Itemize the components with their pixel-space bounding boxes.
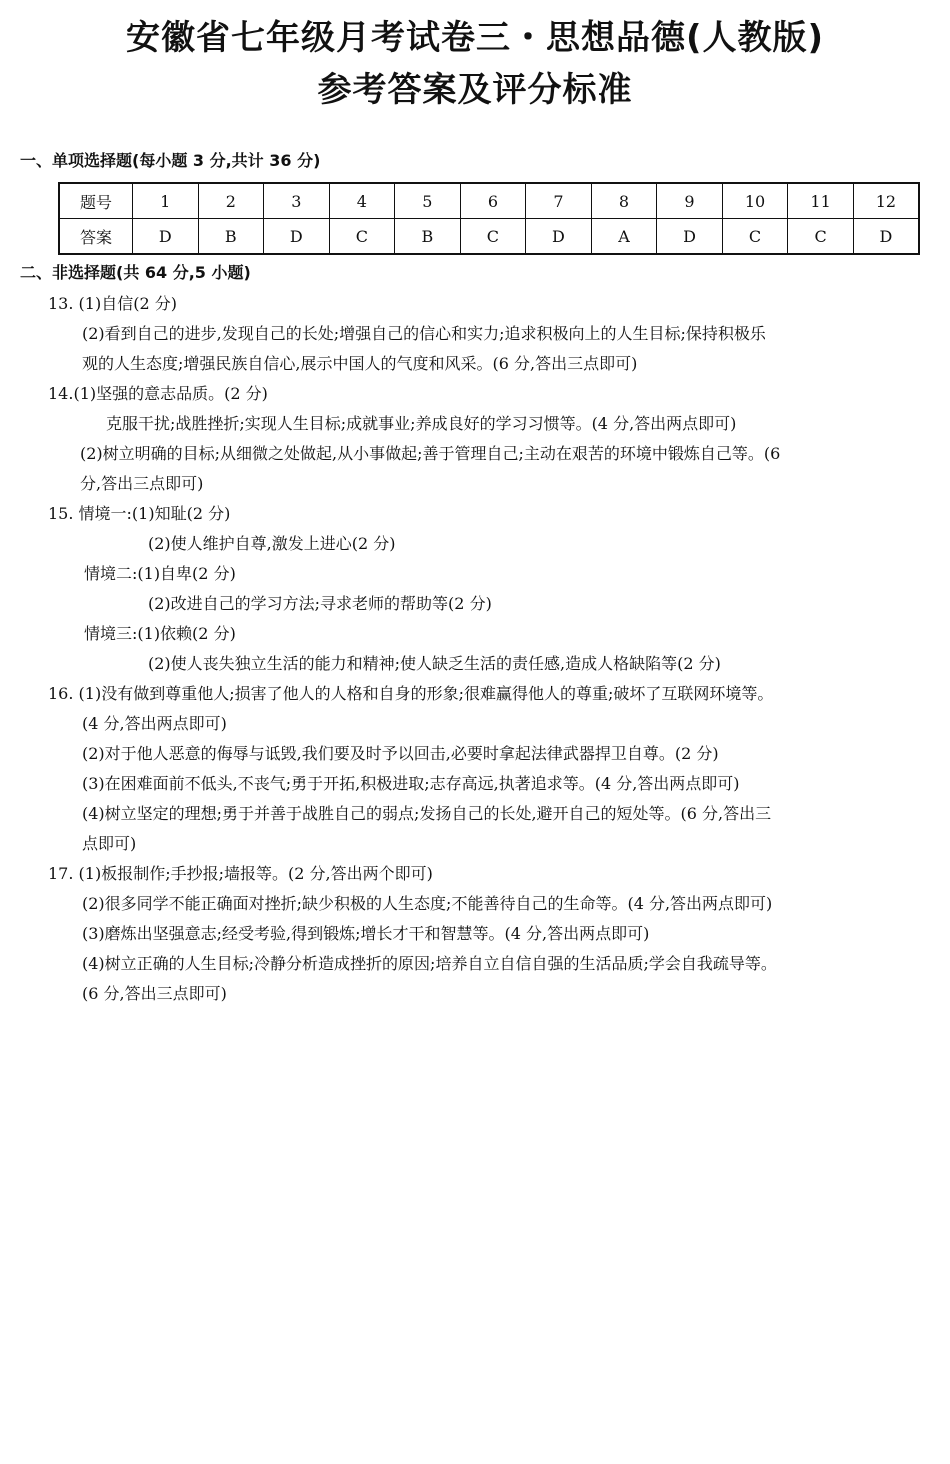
answer-line: (4 分,答出两点即可): [82, 714, 227, 733]
answer-line: 15. 情境一:(1)知耻(2 分): [48, 504, 231, 523]
table-cell: 6: [460, 183, 526, 219]
table-cell: 5: [395, 183, 461, 219]
table-cell: 2: [198, 183, 264, 219]
table-cell: 11: [788, 183, 854, 219]
table-cell: D: [853, 219, 919, 255]
table-cell: A: [591, 219, 657, 255]
answer-line: (6 分,答出三点即可): [82, 984, 227, 1003]
page-subtitle: 参考答案及评分标准: [317, 70, 633, 110]
table-cell: 8: [591, 183, 657, 219]
table-cell: D: [657, 219, 723, 255]
row-label-answer: 答案: [59, 219, 133, 255]
answer-line: (2)使人丧失独立生活的能力和精神;使人缺乏生活的责任感,造成人格缺陷等(2 分): [148, 654, 721, 673]
answer-line: (3)在困难面前不低头,不丧气;勇于开拓,积极进取;志存高远,执著追求等。(4 分,答出两点即可): [82, 774, 740, 793]
answer-line: 16. (1)没有做到尊重他人;损害了他人的人格和自身的形象;很难赢得他人的尊重;破坏了互联网环境等。: [48, 684, 774, 703]
answer-line: 分,答出三点即可): [80, 474, 204, 493]
table-cell: 3: [264, 183, 330, 219]
answer-line: (2)树立明确的目标;从细微之处做起,从小事做起;善于管理自己;主动在艰苦的环境中锻炼自己等。(6: [80, 444, 781, 463]
answer-line: 情境二:(1)自卑(2 分): [84, 564, 236, 583]
answer-table: [58, 182, 920, 255]
answer-line: 情境三:(1)依赖(2 分): [84, 624, 236, 643]
table-cell: 9: [657, 183, 723, 219]
table-cell: 12: [853, 183, 919, 219]
table-cell: D: [133, 219, 199, 255]
answer-line: (2)改进自己的学习方法;寻求老师的帮助等(2 分): [148, 594, 492, 613]
answer-line: 13. (1)自信(2 分): [48, 294, 177, 313]
table-cell: 4: [329, 183, 395, 219]
answer-line: (2)看到自己的进步,发现自己的长处;增强自己的信心和实力;追求积极向上的人生目标;保持积极乐: [82, 324, 766, 343]
table-row-numbers: [59, 183, 919, 219]
section-heading-nonchoice: 二、非选择题(共 64 分,5 小题): [20, 263, 251, 282]
table-cell: D: [264, 219, 330, 255]
table-cell: C: [788, 219, 854, 255]
answer-line: 点即可): [82, 834, 137, 853]
table-row-answers: [59, 219, 919, 255]
table-cell: 7: [526, 183, 592, 219]
answer-line: 克服干扰;战胜挫折;实现人生目标;成就事业;养成良好的学习习惯等。(4 分,答出两点即可): [106, 414, 737, 433]
row-label-number: 题号: [59, 183, 133, 219]
table-cell: 10: [722, 183, 788, 219]
table-cell: D: [526, 219, 592, 255]
table-cell: B: [198, 219, 264, 255]
table-cell: C: [722, 219, 788, 255]
answer-line: 观的人生态度;增强民族自信心,展示中国人的气度和风采。(6 分,答出三点即可): [82, 354, 638, 373]
answer-line: (4)树立坚定的理想;勇于并善于战胜自己的弱点;发扬自己的长处,避开自己的短处等。(6 分,答出三: [82, 804, 772, 823]
answer-line: 17. (1)板报制作;手抄报;墙报等。(2 分,答出两个即可): [48, 864, 433, 883]
table-cell: 1: [133, 183, 199, 219]
page-title: 安徽省七年级月考试卷三・思想品德(人教版): [125, 18, 825, 58]
answer-line: (3)磨炼出坚强意志;经受考验,得到锻炼;增长才干和智慧等。(4 分,答出两点即可): [82, 924, 650, 943]
answer-line: (2)使人维护自尊,激发上进心(2 分): [148, 534, 396, 553]
section-heading-choice: 一、单项选择题(每小题 3 分,共计 36 分): [20, 151, 321, 170]
table-cell: C: [460, 219, 526, 255]
answer-line: (4)树立正确的人生目标;冷静分析造成挫折的原因;培养自立自信自强的生活品质;学会自我疏导等。: [82, 954, 777, 973]
table-cell: B: [395, 219, 461, 255]
answer-line: 14.(1)坚强的意志品质。(2 分): [48, 384, 268, 403]
answer-line: (2)对于他人恶意的侮辱与诋毁,我们要及时予以回击,必要时拿起法律武器捍卫自尊。(2 分): [82, 744, 719, 763]
table-cell: C: [329, 219, 395, 255]
answer-line: (2)很多同学不能正确面对挫折;缺少积极的人生态度;不能善待自己的生命等。(4 分,答出两点即可): [82, 894, 773, 913]
